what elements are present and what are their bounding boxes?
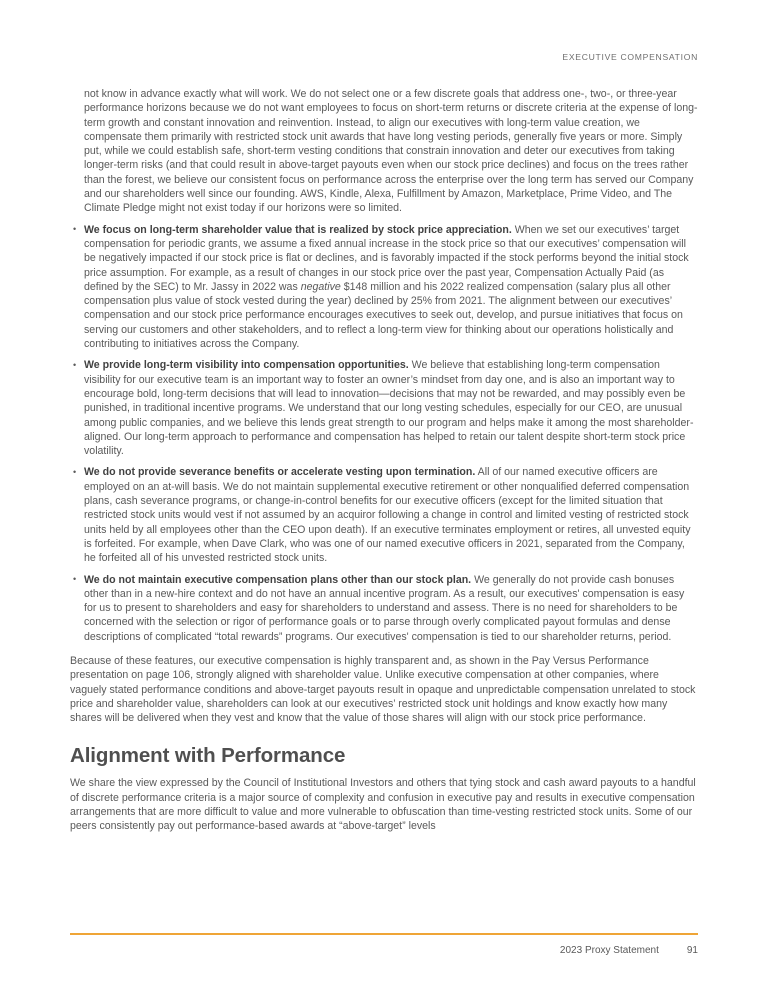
running-header-section-label: EXECUTIVE COMPENSATION [562,52,698,62]
intro-paragraph: not know in advance exactly what will work. We do not select one or a few discrete goals that address one-, two-, or three-year performance horizons because we do not want employees to focus on short-term returns or discrete criteria at the expense of long-term growth and constant innovation and reinvention. Instead, to align our executives with long-term value creation, we compensate them primarily with restricted stock unit awards that have long vesting periods, generally five years or more. Simply put, while we could establish safe, short-term vesting conditions that constrain innovation and deter our executives from taking longer-term risks (and that could result in above-target payouts even when our stock price declines) and focus on the trees rather than the forest, we believe our consistent focus on performance across the enterprise over the long term has served our Company and our shareholders well since our founding. AWS, Kindle, Alexa, Fulfillment by Amazon, Marketplace, Prime Video, and The Climate Pledge might not exist today if our horizons were so limited. [84,88,698,215]
bullet-lead-in: We focus on long-term shareholder value that is realized by stock price appreciation. [84,223,512,236]
bullet-item-no-other-plans [70,573,698,644]
footer-page-number: 91 [686,945,698,956]
bullet-text: When we set our executives’ target compensation for periodic grants, we assume a fixed annual increase in the stock price so that our executives’ compensation will be negatively impacted if our stock price is flat or declines, and is favorably impacted if the stock performs beyond the initial stock price assumption. For example, as a result of changes in our stock price over the past year, Compensation Actually Paid (as defined by the SEC) to Mr. Jassy in 2022 was [84,223,689,293]
footer-document-title: 2023 Proxy Statement [559,945,659,956]
section-heading-alignment-with-performance: Alignment with Performance [70,744,346,768]
bullet-item-long-term-visibility [70,358,698,458]
footer-accent-rule [70,933,698,935]
bullet-lead-in: We provide long-term visibility into compensation opportunities. [84,359,409,372]
bullet-item-stock-price-appreciation [70,223,698,352]
bullet-lead-in: We do not maintain executive compensation plans other than our stock plan. [84,573,472,586]
bullet-icon: • [73,574,77,584]
bullet-item-no-severance [70,465,698,565]
bullet-icon: • [73,466,77,477]
bullet-text: All of our named executive officers are employed on an at-will basis. We do not maintain supplemental executive retirement or other nonqualified deferred compensation plans, cash severance programs, or change-in-control benefits for our executive officers (except for the limited situation that restricted stock units would vest if not assumed by an acquiror following a change in control and limited vesting of restricted stock units held by all employees other than the CEO upon death). If an executive terminates employment or retires, all unvested equity is forfeited. For example, when Dave Clark, who was one of our named executive officers in 2021, separated from the Company, he forfeited all of his unvested restricted stock units. [84,466,691,565]
bullet-text: We generally do not provide cash bonuses other than in a new-hire context and do not have an annual incentive program. As a result, our executives' compensation is easy for us to present to shareholders and easy for shareholders to understand and assess. There is no need for shareholders to be concerned with the selection or rigor of performance goals or to parse through overly complicated payout formulas and dense descriptions of complicated “total rewards” programs. Our executives' compensation is tied to our shareholder returns, period. [84,573,685,643]
closing-paragraph: Because of these features, our executive compensation is highly transparent and, as shown in the Pay Versus Performance presentation on page 106, strongly aligned with shareholder value. Unlike executive compensation at other companies, where vaguely stated performance conditions and above-target payouts result in opaque and unpredictable compensation unrelated to stock price and shareholder value, shareholders can look at our executives’ restricted stock unit holdings and know exactly how many shares will be delivered when they vest and know that the value of those shares will align with our stock price performance. [70,654,696,725]
bullet-lead-in: We do not provide severance benefits or accelerate vesting upon termination. [84,466,476,479]
bullet-text: We believe that establishing long-term compensation visibility for our executive team is an important way to foster an owner’s mindset from day one, and is also an important way to encourage bold, long-term decisions that will lead to innovation—decisions that may not be rewarded, and may possibly even be punished, in traditional incentive programs. We understand that our long vesting schedules, especially for our CEO, are unusual among public companies, and we believe this lends great strength to our program and helps make it among the most shareholder-aligned. Our long-term approach to performance and compensation has helped to retain our talent despite short-term stock price volatility. [84,359,694,458]
bullet-icon: • [73,359,77,370]
alignment-paragraph: We share the view expressed by the Council of Institutional Investors and others that tying stock and cash award payouts to a handful of discrete performance criteria is a major source of complexity and confusion in executive pay and results in executive compensation arrangements that are more difficult to value and more vulnerable to obfuscation than time-vesting restricted stock units. Some of our peers consistently pay out performance-based awards at “above-target” levels [70,777,696,833]
bullet-italic-word: negative [300,280,341,293]
bullet-icon: • [73,224,77,235]
page-body [70,87,698,834]
page-footer [560,945,698,956]
bullet-text: $148 million and his 2022 realized compensation (salary plus all other compensation plus value of stock vested during the year) declined by 25% from 2021. The alignment between our executives’ compensation and our stock price performance encourages executives to seek out, develop, and pursue initiatives that focus on serving our customers and other stakeholders, and to reflect a long-term view for thinking about our operations holistically and contributing to initiatives across the Company. [84,280,683,351]
